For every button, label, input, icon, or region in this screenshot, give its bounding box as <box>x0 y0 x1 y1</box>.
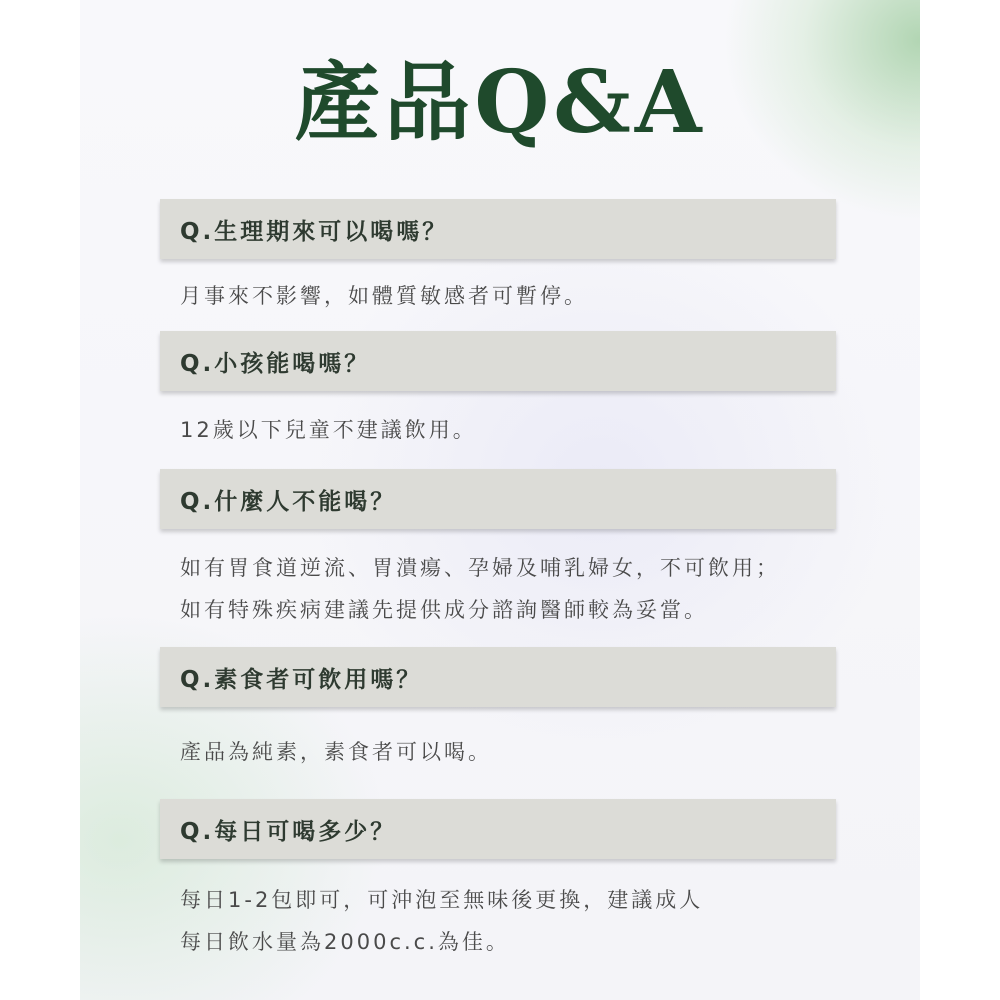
page-title: 產品Q&A <box>294 52 706 153</box>
qa-page <box>80 0 920 1000</box>
answer-line: 月事來不影響，如體質敏感者可暫停。 <box>180 284 588 308</box>
question-bar: Q.生理期來可以喝嗎？ <box>160 199 836 259</box>
question-bar: Q.小孩能喝嗎？ <box>160 331 836 391</box>
answer-line: 產品為純素，素食者可以喝。 <box>180 740 492 764</box>
answer-line: 12歲以下兒童不建議飲用。 <box>180 418 477 442</box>
qa-item-1 <box>160 199 836 315</box>
answer-line: 如有胃食道逆流、胃潰瘍、孕婦及哺乳婦女，不可飲用； <box>180 556 780 580</box>
qa-item-5 <box>160 799 836 961</box>
answer-line: 每日1-2包即可，可沖泡至無味後更換，建議成人 <box>180 888 704 912</box>
qa-item-2 <box>160 331 836 449</box>
question-bar: Q.每日可喝多少？ <box>160 799 836 859</box>
qa-item-4 <box>160 647 836 771</box>
question-bar: Q.什麼人不能喝？ <box>160 469 836 529</box>
qa-item-3 <box>160 469 836 629</box>
question-bar: Q.素食者可飲用嗎？ <box>160 647 836 707</box>
answer-line: 如有特殊疾病建議先提供成分諮詢醫師較為妥當。 <box>180 598 708 622</box>
answer-line: 每日飲水量為2000c.c.為佳。 <box>180 930 510 954</box>
